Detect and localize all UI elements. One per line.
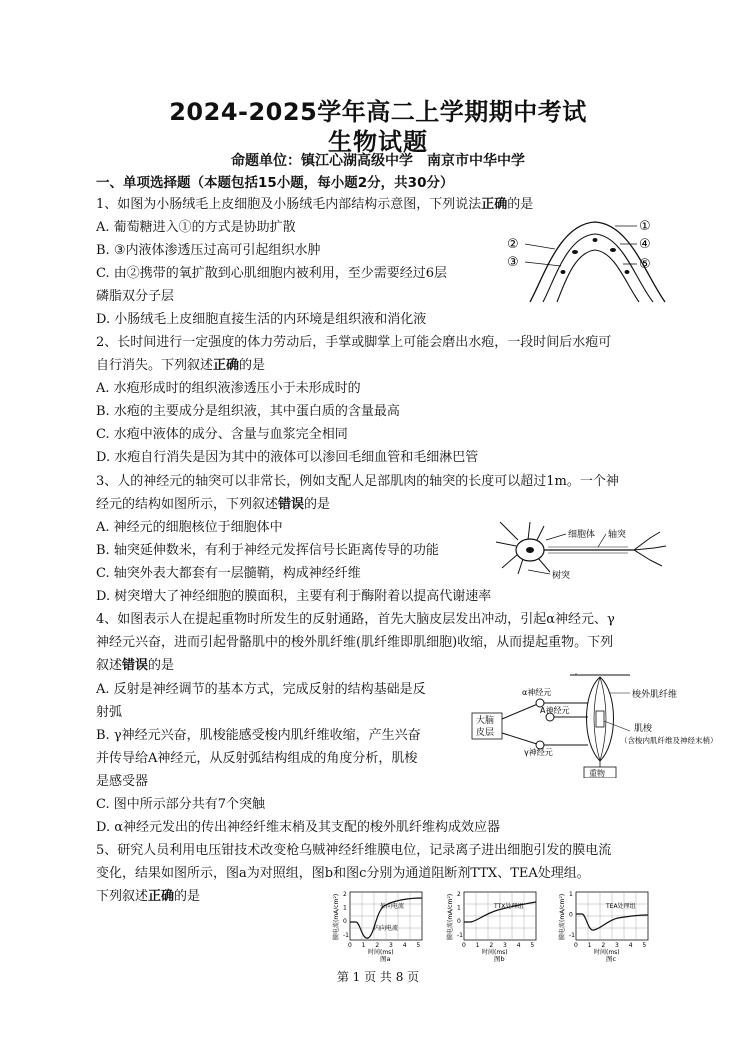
graph-ytick: 1 [569, 891, 573, 898]
fig-axon-label: 轴突 [608, 530, 627, 540]
graph-ytick: 1 [457, 904, 461, 912]
graph-ylabel: 膜电流(mA/cm²) [333, 893, 340, 940]
graph-xtick: 3 [615, 942, 619, 949]
page-footer: 第 1 页 共 8 页 [336, 970, 420, 984]
q1-option-c-cont: 磷脂双分子层 [96, 289, 175, 304]
graph-xlabel: 时间(ms) [594, 949, 620, 956]
q1-option-a: A. 葡萄糖进入①的方式是协助扩散 [96, 220, 296, 235]
graph-xtick: 5 [530, 942, 535, 949]
graph-ytick: 2 [457, 891, 461, 898]
q2-option-b: B. 水疱的主要成分是组织液，其中蛋白质的含量最高 [96, 404, 400, 419]
graph-ytick: 2 [343, 891, 347, 898]
q2-option-d: D. 水疱自行消失是因为其中的液体可以渗回毛细血管和毛细淋巴管 [96, 450, 479, 465]
q3-option-d: D. 树突增大了神经细胞的膜面积，主要有利于酶附着以提高代谢速率 [96, 589, 492, 604]
section-heading: 一、单项选择题（本题包括15小题，每小题2分，共30分） [96, 175, 454, 191]
graph-ytick: -1 [569, 931, 575, 939]
graph-annotation: 外向电流 [380, 903, 405, 910]
graph-xlabel: 时间(ms) [368, 949, 394, 956]
q5-current-graphs [318, 884, 658, 962]
fig-alpha-label: α神经元 [522, 688, 552, 697]
exam-units: 命题单位：镇江心湖高级中学 南京市中华中学 [231, 153, 525, 169]
graph-xtick: 3 [389, 942, 393, 949]
graph-xtick: 4 [516, 942, 521, 949]
graph-ytick: 0 [569, 911, 573, 919]
q4-option-a: A. 反射是神经调节的基本方式，完成反射的结构基础是反 [96, 682, 426, 697]
exam-subject: 生物试题 [328, 128, 428, 156]
graph-ytick: 0 [343, 918, 347, 926]
fig-a-neuron-label: A神经元 [540, 706, 570, 715]
fig-spindle-note: （含梭内肌纤维及神经末梢） [620, 736, 718, 745]
fig-weight-label: 重物 [589, 769, 605, 778]
fig-extrafusal-label: 梭外肌纤维 [632, 690, 678, 700]
graph-annotation: TEA处理组 [606, 903, 636, 910]
q5-stem-2: 变化，结果如图所示，图a为对照组，图b和图c分别为通道阻断剂TTX、TEA处理组。 [96, 866, 590, 881]
q4-option-b: B. γ神经元兴奋，肌梭能感受梭内肌纤维收缩，产生兴奋 [96, 728, 421, 743]
q1-villus-figure [505, 214, 685, 306]
q3-option-c: C. 轴突外表大都套有一层髓鞘，构成神经纤维 [96, 566, 361, 581]
graph-xtick: 0 [348, 942, 352, 949]
q4-option-a-cont: 射弧 [96, 705, 123, 720]
fig-brain-label-1: 大脑 [476, 716, 495, 726]
graph-caption: 图b [494, 955, 505, 962]
fig-cell-body-label: 细胞体 [568, 530, 596, 540]
q3-option-a: A. 神经元的细胞核位于细胞体中 [96, 520, 283, 535]
q1-stem: 1、如图为小肠绒毛上皮细胞及小肠绒毛内部结构示意图，下列说法正确的是 [96, 197, 534, 212]
graph-ylabel: 膜电流(mA/cm²) [447, 893, 454, 940]
graph-annotation: 内向电流 [374, 925, 399, 932]
q5-stem-3: 下列叙述正确的是 [96, 889, 201, 904]
graph-annotation: TTX处理组 [494, 903, 524, 910]
exam-title: 2024-2025学年高二上学期期中考试 [169, 98, 587, 126]
q4-stem-2: 神经元兴奋，进而引起骨骼肌中的梭外肌纤维(肌纤维即肌细胞)收缩，从而提起重物。下列 [96, 635, 614, 650]
q3-stem-2: 经元的结构如图所示，下列叙述错误的是 [96, 497, 331, 512]
q4-option-c: C. 图中所示部分共有7个突触 [96, 797, 266, 812]
q4-stem-1: 4、如图表示人在提起重物时所发生的反射通路，首先大脑皮层发出冲动，引起α神经元、γ [96, 612, 615, 627]
graph-xtick: 1 [361, 942, 366, 949]
fig-spindle-label: 肌梭 [634, 724, 653, 734]
graph-xtick: 2 [489, 942, 494, 949]
graph-xtick: 5 [642, 942, 647, 949]
q2-stem-2: 自行消失。下列叙述正确的是 [96, 358, 266, 373]
graph-ylabel: 膜电流(mA/cm²) [559, 893, 566, 940]
q1-option-c: C. 由②携带的氧扩散到心肌细胞内被利用，至少需要经过6层 [96, 266, 448, 281]
q2-option-a: A. 水疱形成时的组织液渗透压小于未形成时的 [96, 381, 361, 396]
graph-xtick: 2 [601, 942, 606, 949]
q2-stem-1: 2、长时间进行一定强度的体力劳动后，手掌或脚掌上可能会磨出水疱，一段时间后水疱可 [96, 335, 612, 350]
q3-stem-1: 3、人的神经元的轴突可以非常长，例如支配人足部肌肉的轴突的长度可以超过1m。一个神 [96, 474, 619, 489]
fig-label-4: ④ [639, 237, 651, 252]
graph-xtick: 4 [402, 942, 407, 949]
graph-xtick: 4 [628, 942, 633, 949]
q1-option-d: D. 小肠绒毛上皮细胞直接生活的内环境是组织液和消化液 [96, 312, 427, 327]
graph-xtick: 0 [574, 942, 578, 949]
q2-option-c: C. 水疱中液体的成分、含量与血浆完全相同 [96, 427, 348, 442]
fig-gamma-label: γ神经元 [524, 748, 553, 757]
q4-option-b-cont-1: 并传导给A神经元，从反射弧结构组成的角度分析，肌梭 [96, 751, 418, 766]
graph-caption: 图a [380, 955, 391, 962]
fig-label-2: ② [507, 237, 519, 252]
graph-xtick: 5 [416, 942, 421, 949]
q4-stem-3: 叙述错误的是 [96, 658, 175, 673]
graph-ytick: -1 [457, 931, 463, 939]
q5-stem-1: 5、研究人员利用电压钳技术改变枪乌贼神经纤维膜电位，记录离子进出细胞引发的膜电流 [96, 843, 612, 858]
q1-option-b: B. ③内液体渗透压过高可引起组织水肿 [96, 243, 321, 258]
q3-neuron-figure [488, 512, 678, 592]
fig-label-1: ① [639, 219, 651, 234]
graph-caption: 图c [606, 955, 617, 962]
graph-xtick: 2 [375, 942, 380, 949]
fig-label-3: ③ [507, 255, 519, 270]
graph-xtick: 1 [587, 942, 592, 949]
graph-xlabel: 时间(ms) [482, 949, 508, 956]
fig-label-5: ⑤ [639, 257, 651, 272]
graph-ytick: 0 [457, 918, 461, 926]
q4-option-b-cont-2: 是感受器 [96, 774, 149, 789]
q4-option-d: D. α神经元发出的传出神经纤维末梢及其支配的梭外肌纤维构成效应器 [96, 820, 501, 835]
graph-xtick: 3 [503, 942, 507, 949]
graph-xtick: 1 [475, 942, 480, 949]
graph-ytick: -1 [343, 931, 349, 939]
graph-xtick: 0 [462, 942, 466, 949]
q3-option-b: B. 轴突延伸数米，有利于神经元发挥信号长距离传导的功能 [96, 543, 439, 558]
graph-ytick: 1 [343, 904, 347, 912]
fig-brain-label-2: 皮层 [476, 728, 495, 738]
fig-dendrite-label: 树突 [552, 571, 571, 581]
q4-reflex-figure [470, 673, 730, 778]
